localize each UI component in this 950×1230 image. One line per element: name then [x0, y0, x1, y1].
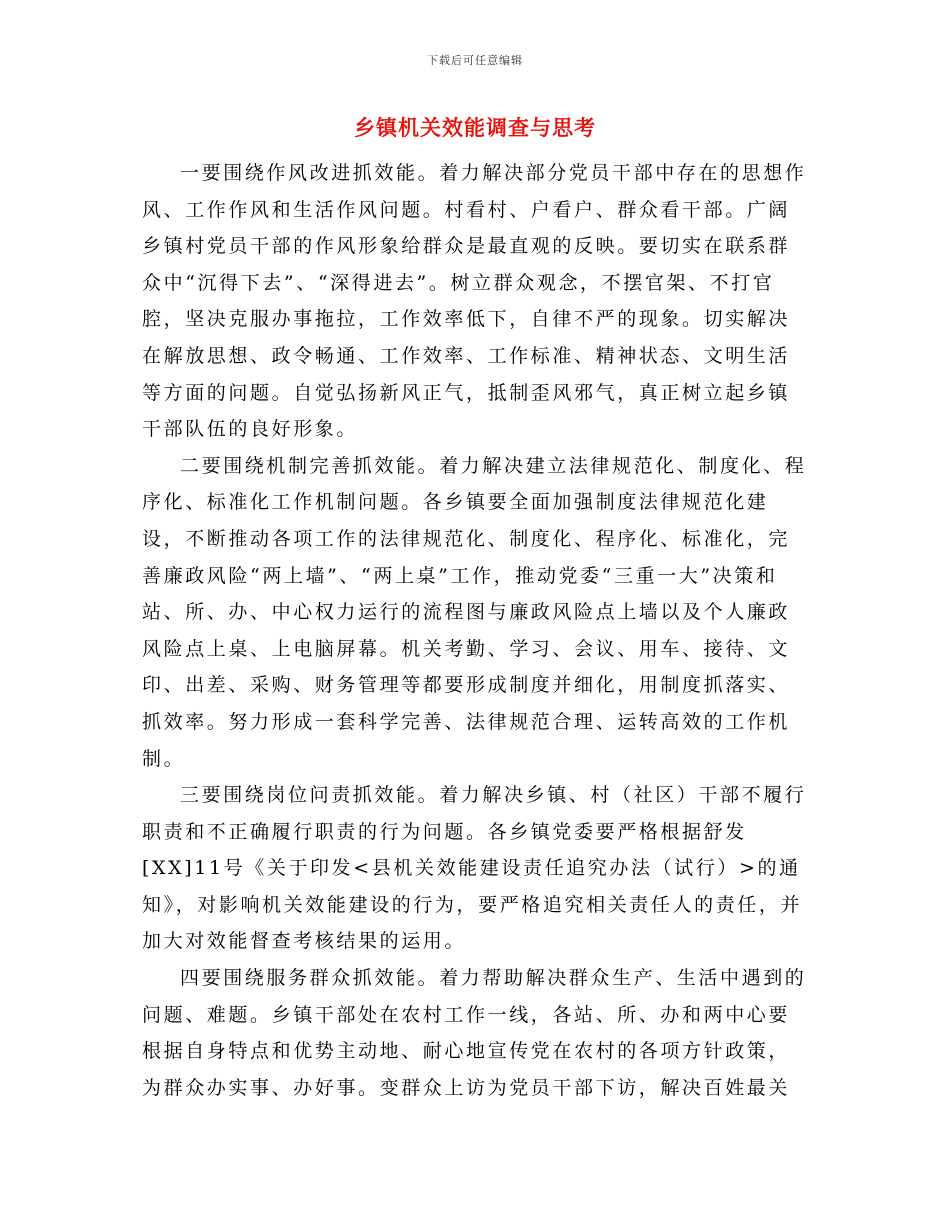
document-title: 乡镇机关效能调查与思考: [354, 115, 596, 140]
header-note: 下载后可任意编辑: [427, 54, 523, 67]
document-body: [142, 155, 808, 1106]
paragraph-1: 一要围绕作风改进抓效能。着力解决部分党员干部中存在的思想作风、工作作风和生活作风问题。村看村、户看户、群众看干部。广阔乡镇村党员干部的作风形象给群众是最直观的反映。要切实在联系群众中“沉得下去”、“深得进去”。树立群众观念，不摆官架、不打官腔，坚决克服办事拖拉，工作效率低下，自律不严的现象。切实解决在解放思想、政令畅通、工作效率、工作标准、精神状态、文明生活等方面的问题。自觉弘扬新风正气，抵制歪风邪气，真正树立起乡镇干部队伍的良好形象。: [142, 162, 807, 441]
paragraph-4: 四要围绕服务群众抓效能。着力帮助解决群众生产、生活中遇到的问题、难题。乡镇干部处在农村工作一线，各站、所、办和两中心要根据自身特点和优势主动地、耐心地宣传党在农村的各项方针政策，为群众办实事、办好事。变群众上访为党员干部下访，解决百姓最关: [142, 967, 807, 1099]
paragraph-3: 三要围绕岗位问责抓效能。着力解决乡镇、村（社区）干部不履行职责和不正确履行职责的行为问题。各乡镇党委要严格根据舒发[XX]11号《关于印发<县机关效能建设责任追究办法（试行）>的通知》，对影响机关效能建设的行为，要严格追究相关责任人的责任，并加大对效能督查考核结果的运用。: [142, 784, 807, 953]
paragraph-2: 二要围绕机制完善抓效能。着力解决建立法律规范化、制度化、程序化、标准化工作机制问题。各乡镇要全面加强制度法律规范化建设，不断推动各项工作的法律规范化、制度化、程序化、标准化，完善廉政风险“两上墙”、“两上桌”工作，推动党委“三重一大”决策和站、所、办、中心权力运行的流程图与廉政风险点上墙以及个人廉政风险点上桌、上电脑屏幕。机关考勤、学习、会议、用车、接待、文印、出差、采购、财务管理等都要形成制度并细化，用制度抓落实、抓效率。努力形成一套科学完善、法律规范合理、运转高效的工作机制。: [142, 454, 807, 770]
